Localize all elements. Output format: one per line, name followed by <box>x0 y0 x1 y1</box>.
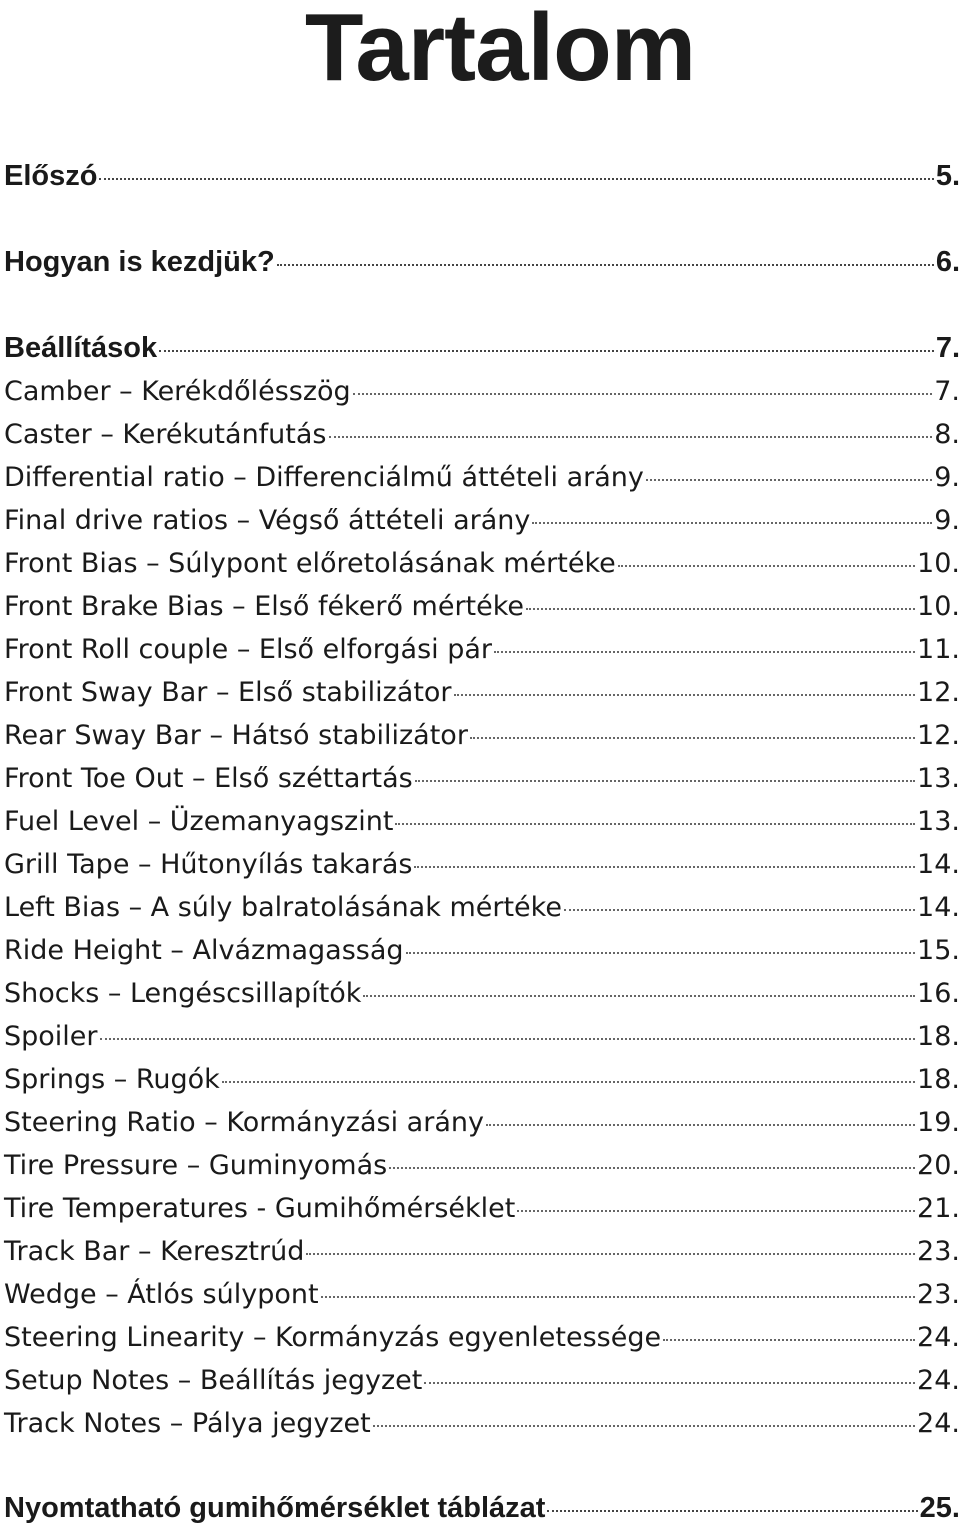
dot-leader <box>99 178 933 180</box>
dot-leader <box>159 350 934 352</box>
dot-leader <box>454 694 916 696</box>
spacer <box>4 1445 960 1487</box>
dot-leader <box>494 651 915 653</box>
toc-entry-page: 21. <box>917 1193 960 1224</box>
toc-entry-label: Setup Notes – Beállítás jegyzet <box>4 1365 423 1396</box>
toc-entry-page: 18. <box>917 1021 960 1052</box>
toc-entry-page: 14. <box>917 892 960 923</box>
spacer <box>4 284 960 327</box>
toc-entry-page: 23. <box>917 1279 960 1310</box>
toc-entry[interactable] <box>4 800 960 843</box>
toc-entry-page: 20. <box>917 1150 960 1181</box>
dot-leader <box>414 866 915 868</box>
toc-entry[interactable] <box>4 413 960 456</box>
toc-entry[interactable] <box>4 843 960 886</box>
toc-entry-label: Camber – Kerékdőlésszög <box>4 376 351 407</box>
toc-entry-label: Előszó <box>4 160 98 192</box>
dot-leader <box>321 1296 915 1298</box>
toc-entry[interactable] <box>4 628 960 671</box>
dot-leader <box>532 522 932 524</box>
toc-entry-page: 7. <box>935 332 960 364</box>
toc-entry-label: Shocks – Lengéscsillapítók <box>4 978 362 1009</box>
toc-entry[interactable] <box>4 1316 960 1359</box>
toc-entry[interactable] <box>4 1402 960 1445</box>
toc-entry-label: Hogyan is kezdjük? <box>4 246 275 278</box>
toc-entry-page: 12. <box>917 720 960 751</box>
dot-leader <box>526 608 915 610</box>
toc-entry-page: 15. <box>917 935 960 966</box>
dot-leader <box>100 1038 916 1040</box>
toc-entry-page: 9. <box>934 462 960 493</box>
toc-entry-label: Springs – Rugók <box>4 1064 220 1095</box>
spacer <box>4 198 960 241</box>
dot-leader <box>353 393 933 395</box>
toc-entry[interactable] <box>4 929 960 972</box>
dot-leader <box>517 1210 915 1212</box>
dot-leader <box>646 479 932 481</box>
toc-entry-beallitasok[interactable] <box>4 327 960 370</box>
toc-entry-page: 13. <box>917 763 960 794</box>
toc-entry-label: Front Brake Bias – Első fékerő mértéke <box>4 591 525 622</box>
toc-entry-page: 11. <box>917 634 960 665</box>
toc-entry[interactable] <box>4 972 960 1015</box>
toc-entry-page: 10. <box>917 548 960 579</box>
dot-leader <box>547 1510 917 1512</box>
toc-entry[interactable] <box>4 1230 960 1273</box>
toc-entry-page: 25. <box>919 1492 960 1524</box>
toc-entry[interactable] <box>4 585 960 628</box>
toc-entry-page: 16. <box>917 978 960 1009</box>
dot-leader <box>395 823 915 825</box>
toc-entry[interactable] <box>4 714 960 757</box>
toc-entry-page: 24. <box>917 1365 960 1396</box>
toc-entry-page: 5. <box>935 160 960 192</box>
page-title: Tartalom <box>304 0 696 101</box>
toc-entry-page: 12. <box>917 677 960 708</box>
toc-entry[interactable] <box>4 370 960 413</box>
toc-entry-label: Spoiler <box>4 1021 98 1052</box>
toc-entry-label: Front Toe Out – Első széttartás <box>4 763 413 794</box>
toc-entry-page: 10. <box>917 591 960 622</box>
toc-entry-page: 7. <box>934 376 960 407</box>
toc-entry-label: Track Notes – Pálya jegyzet <box>4 1408 371 1439</box>
toc-entry-label: Fuel Level – Üzemanyagszint <box>4 806 394 837</box>
dot-leader <box>373 1425 915 1427</box>
toc-entry-label: Nyomtatható gumihőmérséklet táblázat <box>4 1492 546 1524</box>
dot-leader <box>424 1382 915 1384</box>
toc-entry-label: Ride Height – Alvázmagasság <box>4 935 404 966</box>
toc-entry-label: Tire Pressure – Guminyomás <box>4 1150 388 1181</box>
dot-leader <box>222 1081 915 1083</box>
toc-entry[interactable] <box>4 671 960 714</box>
toc-entry[interactable] <box>4 1058 960 1101</box>
toc-entry-page: 19. <box>917 1107 960 1138</box>
toc-entry-page: 9. <box>934 505 960 536</box>
toc-entry[interactable] <box>4 886 960 929</box>
toc-entry-label: Track Bar – Keresztrúd <box>4 1236 305 1267</box>
toc-entry[interactable] <box>4 1359 960 1402</box>
toc-entry[interactable] <box>4 757 960 800</box>
toc-entry-page: 6. <box>935 246 960 278</box>
toc-entry-label: Front Sway Bar – Első stabilizátor <box>4 677 452 708</box>
toc-entry[interactable] <box>4 499 960 542</box>
toc-entry-label: Steering Linearity – Kormányzás egyenletessége <box>4 1322 662 1353</box>
dot-leader <box>363 995 915 997</box>
dot-leader <box>663 1339 915 1341</box>
toc-entry-page: 18. <box>917 1064 960 1095</box>
toc-entry-page: 8. <box>934 419 960 450</box>
toc-entry-label: Differential ratio – Differenciálmű áttételi arány <box>4 462 644 493</box>
toc-entry-label: Rear Sway Bar – Hátsó stabilizátor <box>4 720 468 751</box>
toc-entry[interactable] <box>4 1101 960 1144</box>
toc-entry-page: 14. <box>917 849 960 880</box>
toc-entry-label: Left Bias – A súly balratolásának mértéke <box>4 892 562 923</box>
toc-entry[interactable] <box>4 1144 960 1187</box>
toc-entry-page: 23. <box>917 1236 960 1267</box>
toc-entry-label: Front Bias – Súlypont előretolásának mértéke <box>4 548 616 579</box>
dot-leader <box>486 1124 915 1126</box>
table-of-contents <box>4 155 960 1530</box>
toc-entry-label: Tire Temperatures - Gumihőmérséklet <box>4 1193 516 1224</box>
dot-leader <box>564 909 915 911</box>
dot-leader <box>415 780 915 782</box>
dot-leader <box>618 565 915 567</box>
toc-entry-page: 24. <box>917 1322 960 1353</box>
toc-entry-eloszo[interactable] <box>4 155 960 198</box>
dot-leader <box>306 1253 915 1255</box>
toc-entry[interactable] <box>4 456 960 499</box>
toc-entry-page: 13. <box>917 806 960 837</box>
dot-leader <box>329 436 933 438</box>
toc-entry-label: Wedge – Átlós súlypont <box>4 1279 319 1310</box>
toc-entry-label: Beállítások <box>4 332 158 364</box>
toc-entry[interactable] <box>4 1015 960 1058</box>
toc-entry-nyomtathato[interactable] <box>4 1487 960 1530</box>
dot-leader <box>389 1167 915 1169</box>
toc-entry-page: 24. <box>917 1408 960 1439</box>
toc-entry-hogyan[interactable] <box>4 241 960 284</box>
dot-leader <box>406 952 916 954</box>
toc-entry-label: Caster – Kerékutánfutás <box>4 419 327 450</box>
toc-entry[interactable] <box>4 1273 960 1316</box>
toc-entry[interactable] <box>4 542 960 585</box>
toc-entry-label: Steering Ratio – Kormányzási arány <box>4 1107 484 1138</box>
toc-entry[interactable] <box>4 1187 960 1230</box>
dot-leader <box>277 264 934 266</box>
dot-leader <box>470 737 915 739</box>
toc-entry-label: Grill Tape – Hűtonyílás takarás <box>4 849 413 880</box>
toc-entry-label: Front Roll couple – Első elforgási pár <box>4 634 493 665</box>
toc-entry-label: Final drive ratios – Végső áttételi arány <box>4 505 531 536</box>
